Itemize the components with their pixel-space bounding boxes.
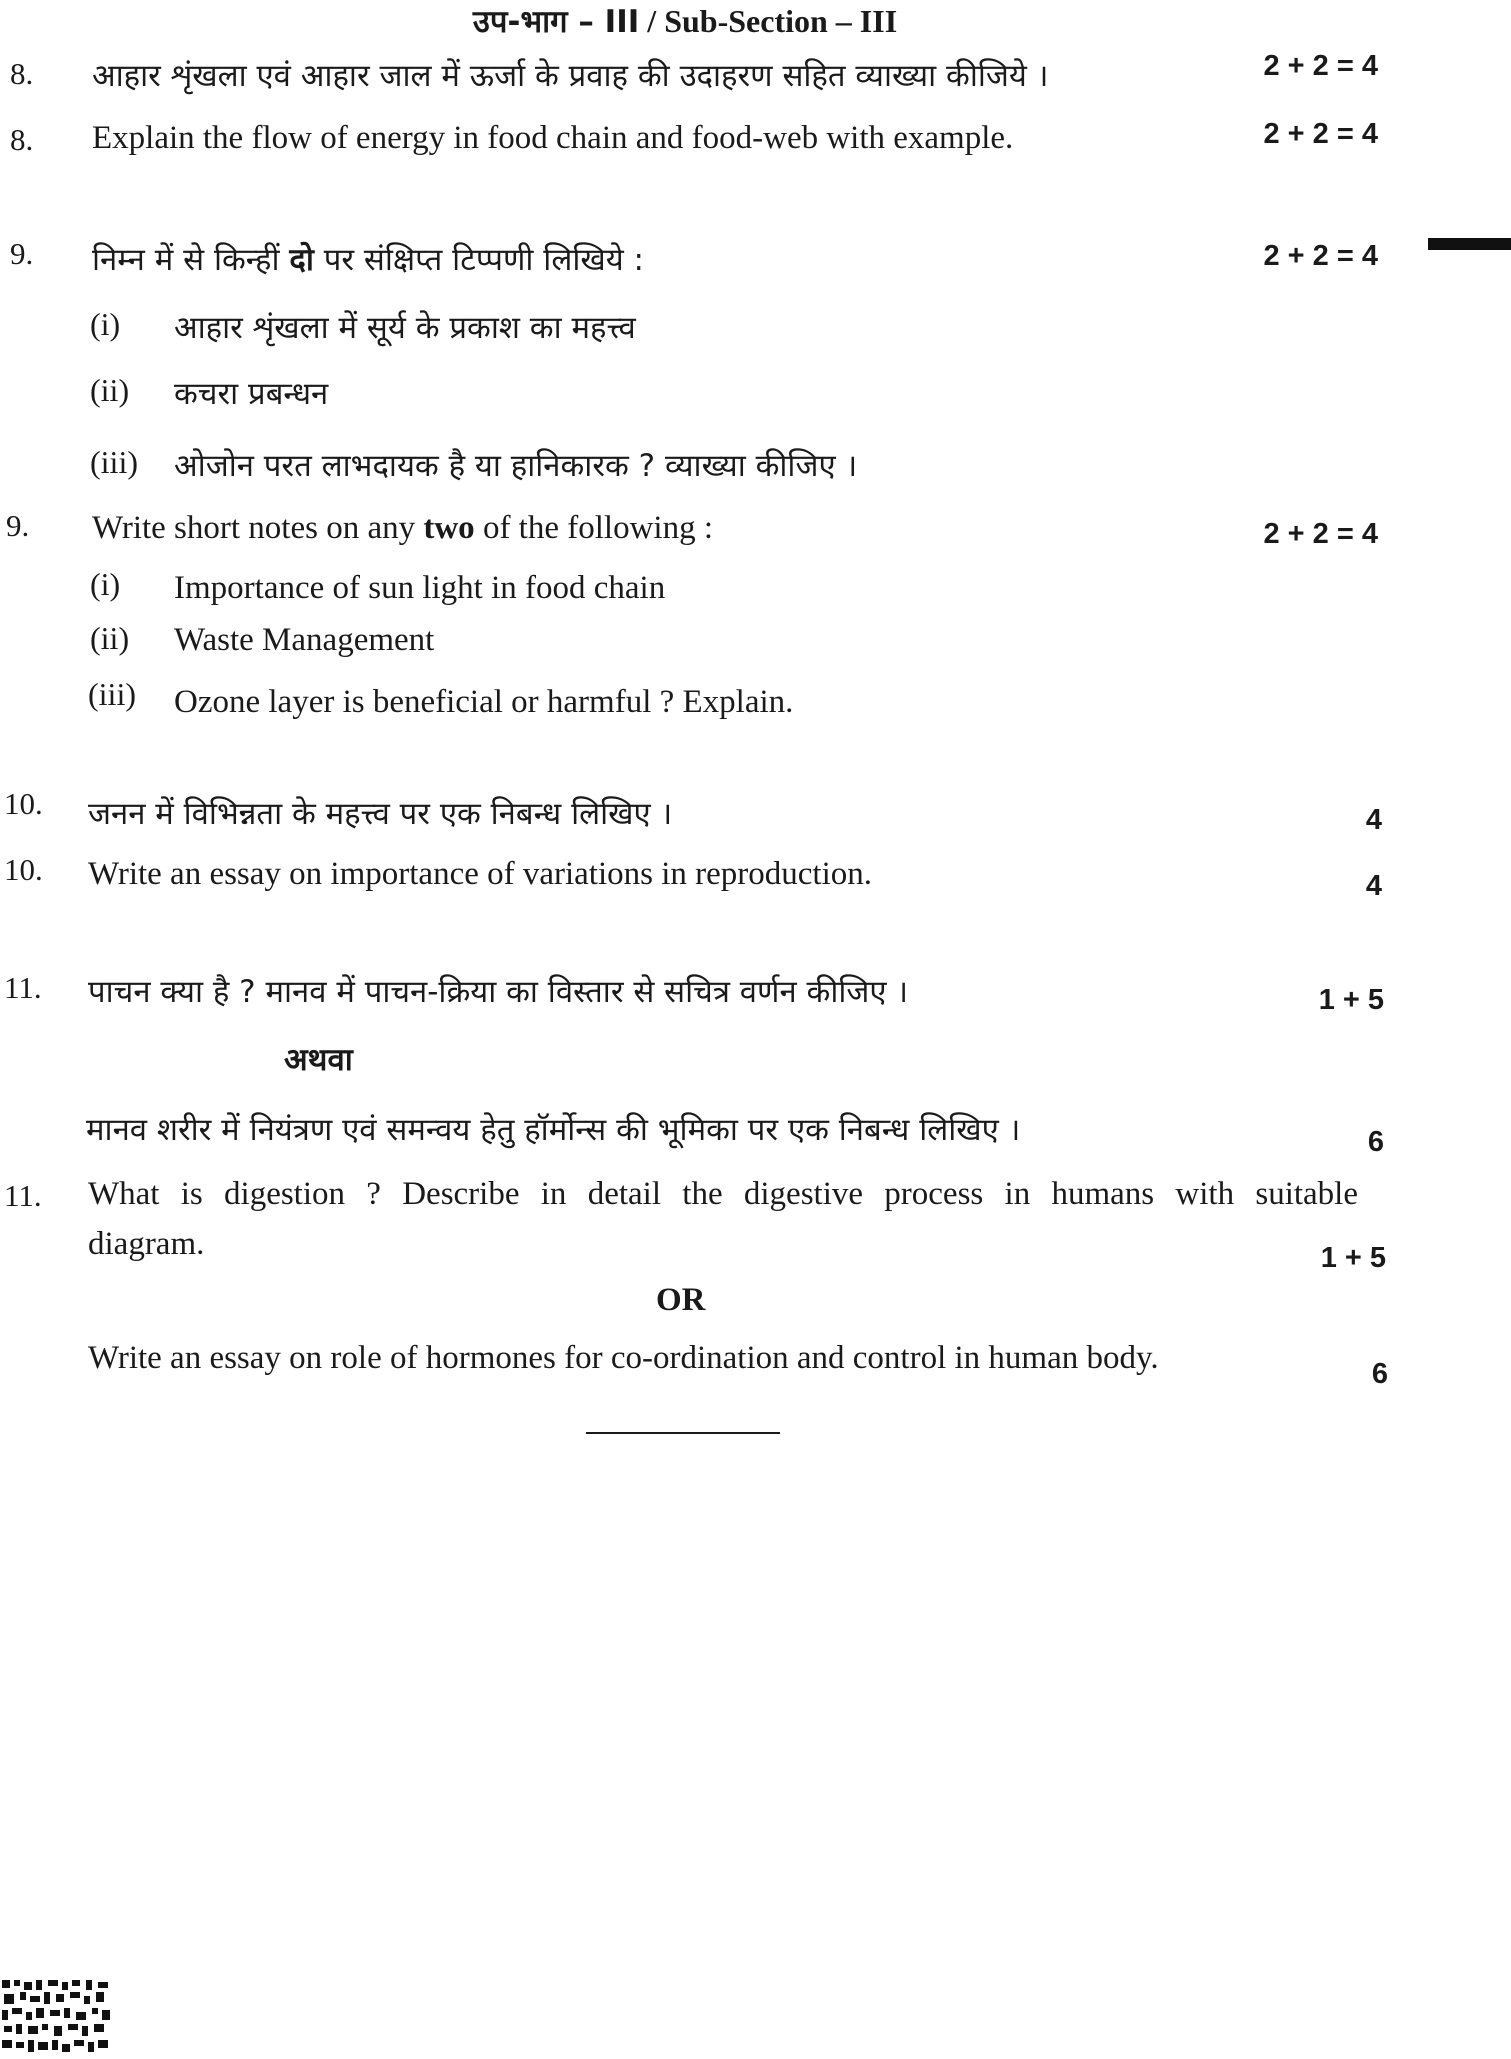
- header-title-hindi: उप-भाग – III: [472, 4, 640, 40]
- q9-text-hindi-bold: दो: [289, 242, 314, 278]
- q11-text-english-line2: diagram.: [88, 1226, 205, 1262]
- q11-marks-english: 1 + 5: [1320, 1242, 1386, 1274]
- q9-english-sub-label: (ii): [90, 620, 130, 656]
- q9-marks-english: 2 + 2 = 4: [1263, 518, 1378, 550]
- q11-alt-marks-english: 6: [1371, 1358, 1388, 1390]
- q8-marks-english: 2 + 2 = 4: [1263, 118, 1378, 150]
- q11-marks-hindi: 1 + 5: [1318, 984, 1384, 1016]
- q11-text-english-line1: What is digestion ? Describe in detail the digestive process in humans with suitable: [88, 1176, 1358, 1212]
- q9-hindi-sub-label: (iii): [90, 444, 138, 480]
- q9-number-hindi: 9.: [10, 236, 34, 271]
- q8-number-english: 8.: [10, 122, 34, 157]
- q9-hindi-sub-label: (ii): [90, 372, 130, 408]
- q11-alt-text-english: Write an essay on role of hormones for co-ordination and control in human body.: [88, 1340, 1159, 1376]
- section-header: [0, 0, 1370, 42]
- q11-number-english: 11.: [4, 1178, 42, 1213]
- q11-alt-text-hindi: मानव शरीर में नियंत्रण एवं समन्वय हेतु हॉर्मोन्स की भूमिका पर एक निबन्ध लिखिए ।: [86, 1112, 1021, 1148]
- q8-number-hindi: 8.: [10, 56, 34, 91]
- q9-english-sub-label: (i): [90, 566, 121, 602]
- q9-hindi-sub-text: कचरा प्रबन्धन: [174, 376, 329, 412]
- q9-text-english: [92, 510, 713, 547]
- q9-hindi-sub-text: आहार शृंखला में सूर्य के प्रकाश का महत्त्व: [174, 310, 636, 346]
- q11-alt-marks-hindi: 6: [1367, 1126, 1384, 1158]
- q11-number-hindi: 11.: [4, 970, 42, 1005]
- end-rule: [586, 1432, 780, 1434]
- q9-marks-hindi: 2 + 2 = 4: [1263, 240, 1378, 272]
- q9-english-sub-label: (iii): [88, 676, 136, 712]
- qr-code-icon: [0, 1978, 116, 2059]
- q10-number-hindi: 10.: [4, 786, 43, 821]
- q9-text-hindi-pre: निम्न में से किन्हीं: [92, 242, 290, 278]
- scan-edge-mark: [1428, 238, 1511, 250]
- q11-or-english: OR: [656, 1282, 706, 1318]
- q8-text-hindi: आहार शृंखला एवं आहार जाल में ऊर्जा के प्रवाह की उदाहरण सहित व्याख्या कीजिये ।: [92, 58, 1049, 94]
- q11-or-hindi: अथवा: [284, 1042, 353, 1078]
- q10-marks-english: 4: [1365, 870, 1382, 902]
- q8-text-english: Explain the flow of energy in food chain and food-web with example.: [92, 120, 1014, 156]
- q9-text-hindi: [92, 238, 644, 280]
- q9-text-english-bold: two: [423, 510, 475, 546]
- q10-text-hindi: जनन में विभिन्नता के महत्त्व पर एक निबन्ध लिखिए ।: [88, 796, 673, 832]
- q11-text-hindi: पाचन क्या है ? मानव में पाचन-क्रिया का विस्तार से सचित्र वर्णन कीजिए ।: [88, 974, 909, 1010]
- q9-hindi-sub-label: (i): [90, 306, 121, 342]
- q9-text-english-pre: Write short notes on any: [92, 510, 424, 546]
- header-title-english: Sub-Section – III: [664, 3, 898, 39]
- q9-hindi-sub-text: ओजोन परत लाभदायक है या हानिकारक ? व्याख्या कीजिए ।: [174, 448, 858, 484]
- q9-english-sub-text: Waste Management: [174, 622, 435, 658]
- header-separator: /: [639, 3, 665, 39]
- q9-english-sub-text: Importance of sun light in food chain: [174, 570, 666, 606]
- q9-english-sub-text: Ozone layer is beneficial or harmful ? Explain.: [174, 684, 794, 720]
- q9-text-english-post: of the following :: [474, 510, 713, 546]
- q9-text-hindi-post: पर संक्षिप्त टिप्पणी लिखिये :: [313, 242, 645, 278]
- q8-marks-hindi: 2 + 2 = 4: [1263, 50, 1378, 82]
- q10-text-english: Write an essay on importance of variations in reproduction.: [88, 856, 873, 892]
- q10-marks-hindi: 4: [1365, 804, 1382, 836]
- q10-number-english: 10.: [4, 852, 43, 887]
- q9-number-english: 9.: [6, 508, 30, 543]
